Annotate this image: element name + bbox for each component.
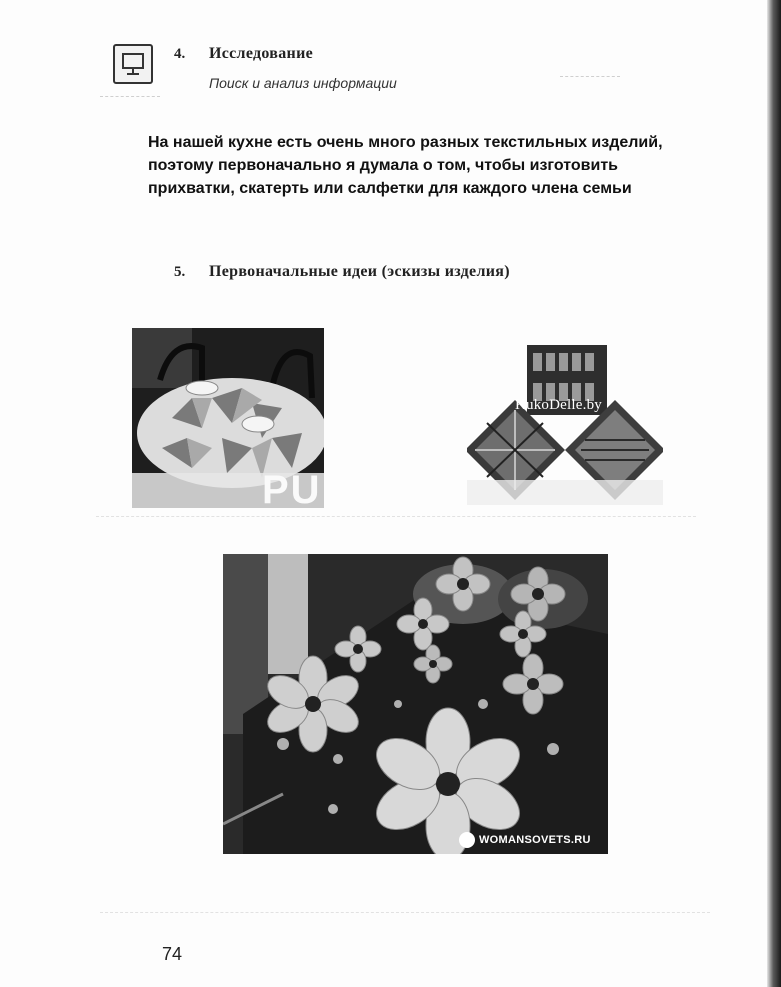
watermark-logo-icon xyxy=(459,832,475,848)
page-number: 74 xyxy=(162,944,183,964)
scan-artifact xyxy=(100,912,710,914)
potholders-photo xyxy=(467,345,663,505)
scan-artifact xyxy=(560,76,620,78)
scan-artifact xyxy=(100,96,160,98)
page-edge-shadow xyxy=(767,0,781,987)
computer-monitor-icon xyxy=(113,44,153,84)
scan-artifact xyxy=(96,516,696,518)
section-4-number: 4. xyxy=(174,46,186,62)
section-4-title: Исследование xyxy=(209,45,313,62)
potholders-watermark: KukoDelle.by xyxy=(515,397,602,413)
section-5-number: 5. xyxy=(174,264,186,280)
section-5-title: Первоначальные идеи (эскизы изделия) xyxy=(209,263,510,280)
research-paragraph: На нашей кухне есть очень много разных текстильных изделий, поэтому первоначально я думала о том, чтобы изготовить прихватки, скатерть или салфетки для каждого члена семьи xyxy=(148,134,663,197)
section-4-subtitle: Поиск и анализ информации xyxy=(209,75,397,91)
bedspread-photo xyxy=(223,554,608,854)
tablecloth-photo xyxy=(132,328,324,508)
bedspread-watermark: WOMANSOVETS.RU xyxy=(479,834,591,846)
tablecloth-overlay-text: PU xyxy=(262,468,322,508)
